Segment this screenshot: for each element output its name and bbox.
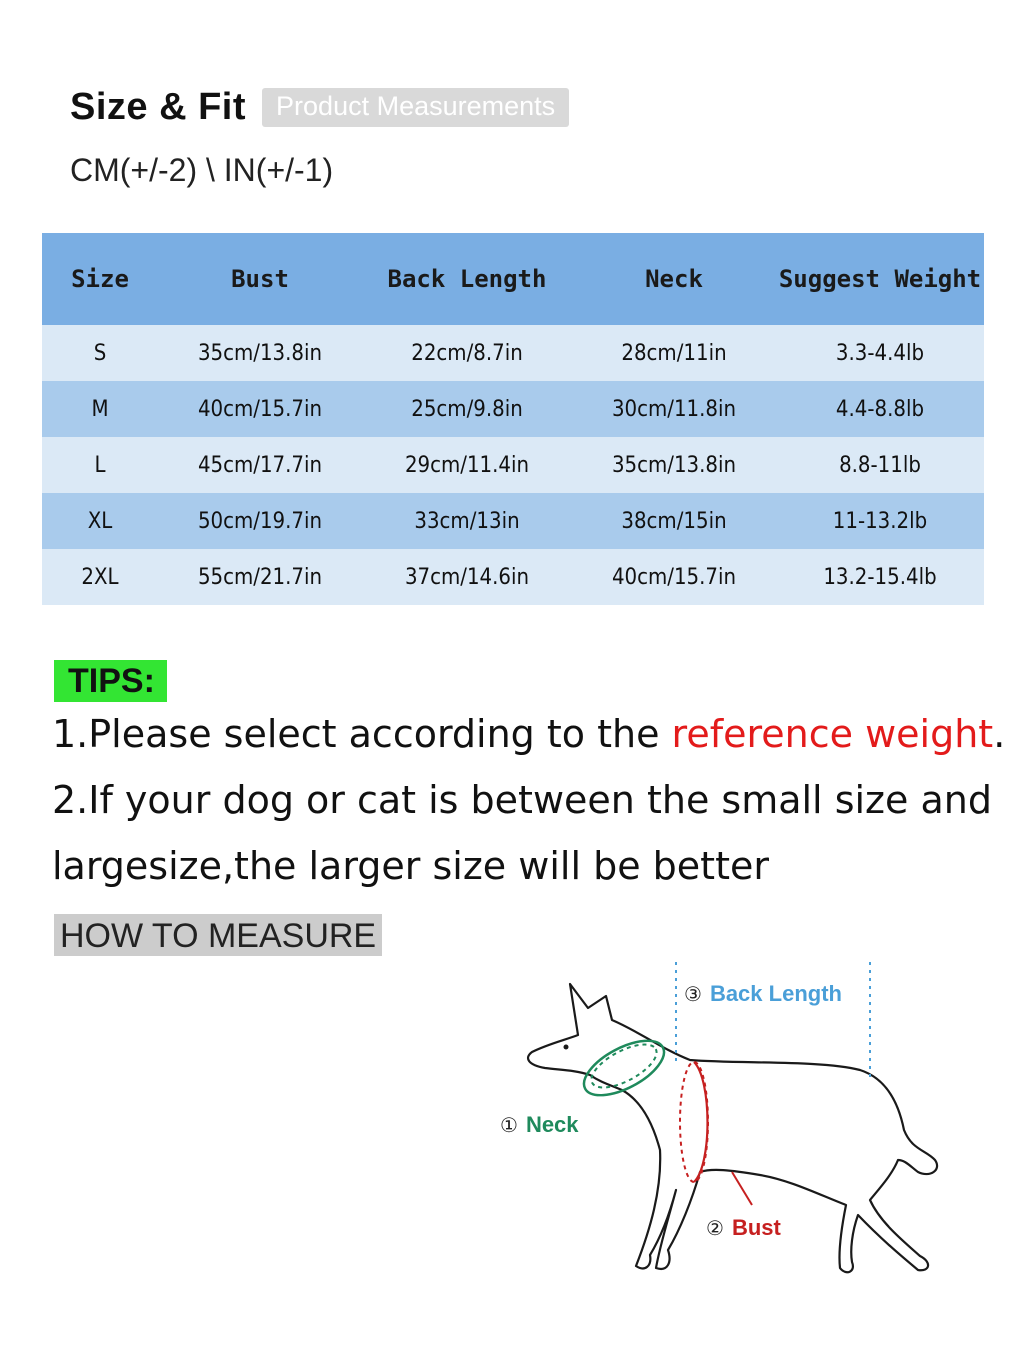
bust-text: Bust — [731, 1215, 781, 1240]
header-bust: Bust — [231, 265, 289, 293]
cell-neck: 28cm/11in — [621, 340, 727, 366]
cell-weight: 11-13.2lb — [832, 508, 928, 534]
table-row — [42, 437, 984, 493]
cell-bust: 55cm/21.7in — [197, 564, 323, 590]
bust-pointer-icon — [732, 1172, 752, 1205]
tip-line-1-suffix: . — [993, 712, 1006, 756]
cell-neck: 35cm/13.8in — [611, 452, 737, 478]
tip-line-3: largesize,the larger size will be better — [52, 844, 769, 888]
number-two-icon: ② — [706, 1218, 724, 1240]
cell-size: L — [94, 452, 106, 478]
table-row — [42, 549, 984, 605]
cell-size: M — [91, 396, 109, 422]
table-header-row — [42, 233, 984, 325]
size-table — [42, 233, 984, 605]
number-one-icon: ① — [500, 1115, 518, 1137]
bust-label — [706, 1215, 781, 1241]
cell-size: 2XL — [81, 564, 119, 590]
cell-bust: 45cm/17.7in — [197, 452, 323, 478]
page-title: Size & Fit — [70, 86, 247, 128]
bust-ring-front-icon — [694, 1062, 708, 1182]
back-length-text: Back Length — [709, 981, 842, 1006]
units-note: CM(+/-2) \ IN(+/-1) — [70, 152, 334, 188]
product-measurements-badge: Product Measurements — [262, 88, 569, 127]
cell-neck: 30cm/11.8in — [611, 396, 737, 422]
cell-bust: 50cm/19.7in — [197, 508, 323, 534]
tip-line-2: 2.If your dog or cat is between the small size and — [52, 778, 992, 822]
cell-weight: 4.4-8.8lb — [835, 396, 925, 422]
title-row — [70, 86, 569, 129]
neck-label — [500, 1112, 579, 1138]
header-neck: Neck — [645, 265, 703, 293]
cell-back-length: 33cm/13in — [414, 508, 520, 534]
neck-collar-icon — [576, 1030, 672, 1107]
back-length-label — [684, 981, 842, 1007]
cell-back-length: 22cm/8.7in — [411, 340, 523, 366]
dog-eye-icon — [564, 1045, 569, 1050]
tip-line-1 — [52, 712, 1005, 756]
cell-neck: 38cm/15in — [621, 508, 727, 534]
cell-weight: 8.8-11lb — [839, 452, 921, 478]
header-size: Size — [71, 265, 129, 293]
tip-line-1-prefix: 1.Please select according to the — [52, 712, 672, 756]
tips-label: TIPS: — [54, 660, 167, 702]
cell-back-length: 29cm/11.4in — [404, 452, 530, 478]
cell-bust: 35cm/13.8in — [197, 340, 323, 366]
cell-weight: 13.2-15.4lb — [823, 564, 937, 590]
cell-size: S — [93, 340, 107, 366]
neck-text: Neck — [525, 1112, 579, 1137]
how-to-measure-label: HOW TO MEASURE — [54, 914, 382, 956]
cell-bust: 40cm/15.7in — [197, 396, 323, 422]
cell-back-length: 25cm/9.8in — [411, 396, 523, 422]
cell-neck: 40cm/15.7in — [611, 564, 737, 590]
header-suggest-weight: Suggest Weight — [778, 265, 982, 293]
reference-weight-highlight: reference weight — [671, 712, 994, 756]
table-row — [42, 325, 984, 381]
cell-back-length: 37cm/14.6in — [404, 564, 530, 590]
number-three-icon: ③ — [684, 984, 702, 1006]
cell-size: XL — [87, 508, 113, 534]
cell-weight: 3.3-4.4lb — [835, 340, 925, 366]
table-row — [42, 493, 984, 549]
header-back-length: Back Length — [387, 265, 547, 293]
table-row — [42, 381, 984, 437]
